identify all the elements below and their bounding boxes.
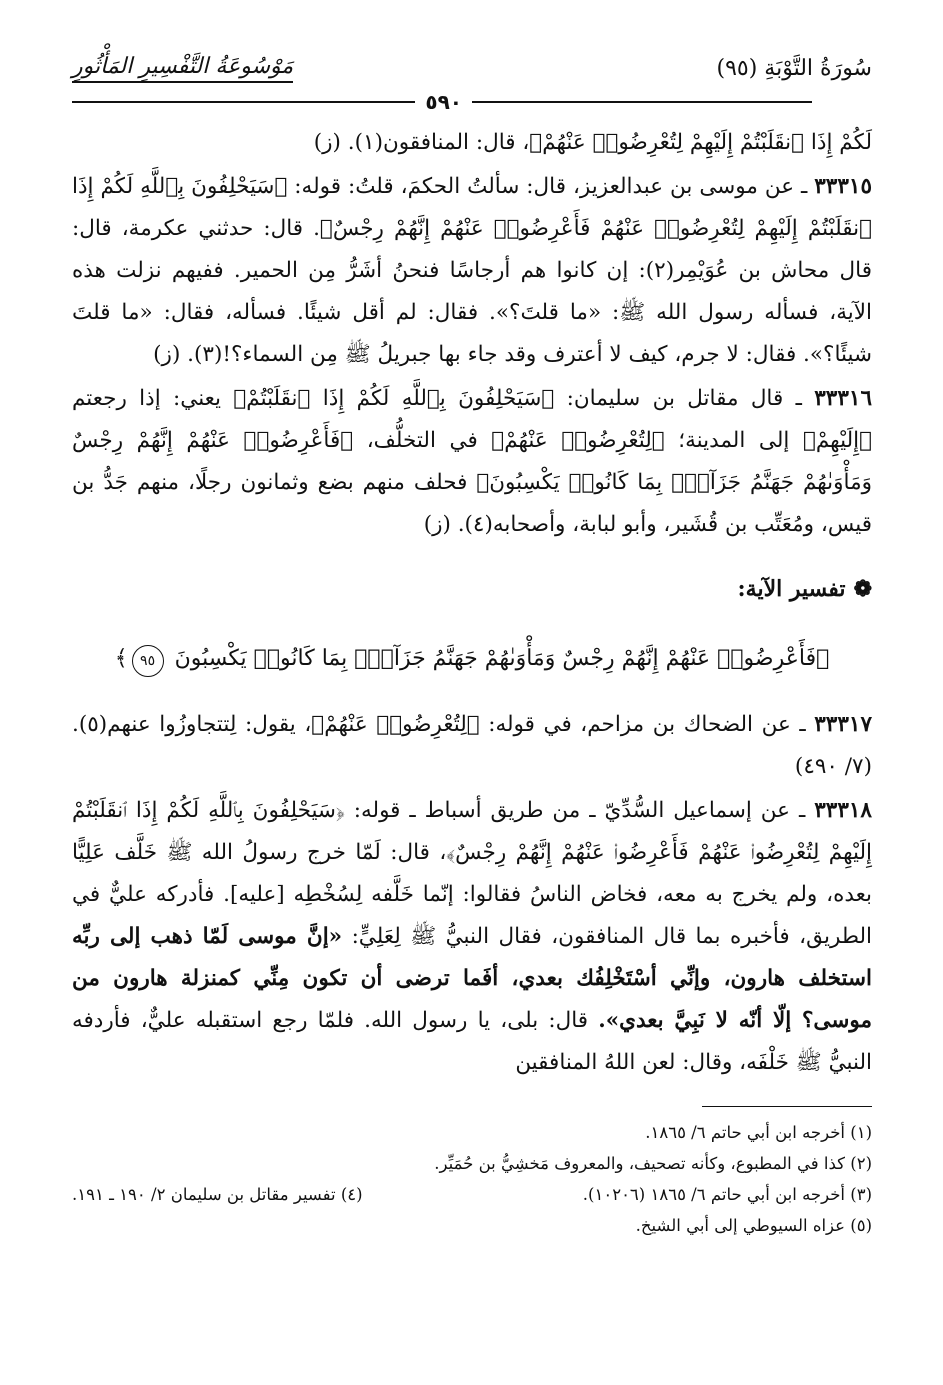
main-text (72, 122, 872, 1084)
paragraph-tail: قال: بلى، يا رسول الله. فلمّا رجع استقبله عليٌّ، فأردفه النبيُّ ﷺ خَلْفَه، وقال: لعن اللهُ المنافقين (72, 1008, 872, 1075)
header-rule (72, 90, 872, 114)
footnote-divider (702, 1106, 872, 1107)
hadith-number: ٣٣٣١٥ (814, 174, 872, 199)
verse-close: ﴾ (114, 646, 128, 671)
paragraph (72, 122, 872, 164)
paragraph-text: ـ عن إسماعيل السُّدِّيّ ـ من طريق أسباط ـ قوله: ﴿سَيَحْلِفُونَ بِٱللَّهِ لَكُمْ إِذَا ٱنقَلَبْتُمْ إِلَيْهِمْ لِتُعْرِضُوا۟ عَنْهُمْ فَأَعْرِضُوا۟ عَنْهُمْ إِنَّهُمْ رِجْسٌ﴾، قال: لَمّا خرج رسولُ الله ﷺ خَلَّف عَلِيًّا بعده، ولم يخرج به معه، فخاض الناسُ فقالوا: إنّما خَلَّفه لِسُخْطِه [عليه]. فأدركه عليٌّ في الطريق، فأخبره بما قال المنافقون، فقال النبيُّ ﷺ لِعَلِيٍّ: (72, 798, 873, 949)
page-header (72, 48, 872, 88)
footnote: (٢) كذا في المطبوع، وكأنه تصحيف، والمعروف مَخشِيُّ بن حُمَيِّر. (434, 1154, 872, 1173)
surah-title: سُورَةُ التَّوْبَةِ (٩٥) (716, 55, 872, 81)
hadith-quote: «إنَّ موسى لَمّا ذهب إلى ربِّه استخلف هارون، وإنِّي أسْتَخْلِفُك بعدي، أفَما ترضى أن تكون مِنِّي كمنزلة هارون من موسى؟ إلّا أنّه لا نَبِيَّ بعدي». (72, 924, 872, 1033)
footnote: (١) أخرجه ابن أبي حاتم ٦/ ١٨٦٥. (645, 1123, 872, 1142)
quran-verse (72, 638, 872, 680)
footnote: (٥) عزاه السيوطي إلى أبي الشيخ. (635, 1216, 872, 1235)
hadith-number: ٣٣٣١٦ (814, 386, 872, 411)
paragraph (72, 704, 872, 788)
flower-icon: ❁ (853, 576, 872, 602)
paragraph-text: ـ عن موسى بن عبدالعزيز، قال: سألتُ الحكمَ، قلتُ: قوله: ﴿سَيَحْلِفُونَ بِٱللَّهِ لَكُمْ إِذَا ٱنقَلَبْتُمْ إِلَيْهِمْ لِتُعْرِضُوا۟ عَنْهُمْ فَأَعْرِضُوا۟ عَنْهُمْ إِنَّهُمْ رِجْسٌ﴾. قال: حدثني عكرمة، قال: قال محاش بن عُوَيْمِر(٢): إن كانوا هم أرجاسًا فنحنُ أشَرُّ مِن الحمير. ففيهم نزلت هذه الآية، فسأله رسول الله ﷺ: «ما قلتَ؟». فقال: لم أقل شيئًا. فسأله، فقال: «ما قلتَ شيئًا؟». فقال: لا جرم، كيف لا أعترف وقد جاء بها جبريلُ ﷺ مِن السماء؟!(٣). (ز) (72, 174, 873, 367)
footnotes (72, 1117, 872, 1241)
hadith-number: ٣٣٣١٨ (814, 798, 872, 823)
footnote: (٤) تفسير مقاتل بن سليمان ٢/ ١٩٠ ـ ١٩١. (72, 1185, 363, 1204)
paragraph (72, 166, 872, 376)
book-page (72, 48, 872, 1348)
hadith-number: ٣٣٣١٧ (814, 712, 872, 737)
paragraph-text: ـ قال مقاتل بن سليمان: ﴿سَيَحْلِفُونَ بِٱللَّهِ لَكُمْ إِذَا ٱنقَلَبْتُمْ﴾ يعني: إذا رجعتم ﴿إِلَيْهِمْ﴾ إلى المدينة؛ ﴿لِتُعْرِضُوا۟ عَنْهُمْ﴾ في التخلُّف، ﴿فَأَعْرِضُوا۟ عَنْهُمْ إِنَّهُمْ رِجْسٌ وَمَأْوَىٰهُمْ جَهَنَّمُ جَزَآءًۢ بِمَا كَانُوا۟ يَكْسِبُونَ﴾ فحلف منهم بضع وثمانون رجلًا، منهم جَدُّ بن قيس، ومُعَتِّب بن قُشَير، وأبو لبابة، وأصحابه(٤). (ز) (72, 386, 872, 537)
book-title: مَوْسُوعَةُ التَّفْسِيرِ المَأْثُورِ (72, 54, 293, 83)
paragraph-text: ـ عن الضحاك بن مزاحم، في قوله: ﴿لِتُعْرِضُوا۟ عَنْهُمْ﴾، يقول: لِتتجاوزُوا عنهم(٥). (٧/ ٤٩٠) (72, 712, 872, 779)
section-title (72, 568, 872, 610)
paragraph (72, 378, 872, 546)
footnote: (٣) أخرجه ابن أبي حاتم ٦/ ١٨٦٥ (١٠٢٠٦). (582, 1185, 872, 1204)
footnote-row (72, 1179, 872, 1210)
section-title-text: تفسير الآية: (737, 576, 846, 602)
verse-text: ﴿فَأَعْرِضُوا۟ عَنْهُمْ إِنَّهُمْ رِجْسٌ وَمَأْوَىٰهُمْ جَهَنَّمُ جَزَآءًۢ بِمَا كَانُوا۟ يَكْسِبُونَ (174, 646, 830, 671)
paragraph-text: لَكُمْ إِذَا ٱنقَلَبْتُمْ إِلَيْهِمْ لِتُعْرِضُوا۟ عَنْهُمْ﴾، قال: المنافقون(١). (ز) (313, 130, 872, 155)
paragraph (72, 790, 872, 1084)
page-number: ٥٩٠ (415, 90, 472, 114)
verse-number: ٩٥ (132, 645, 164, 677)
